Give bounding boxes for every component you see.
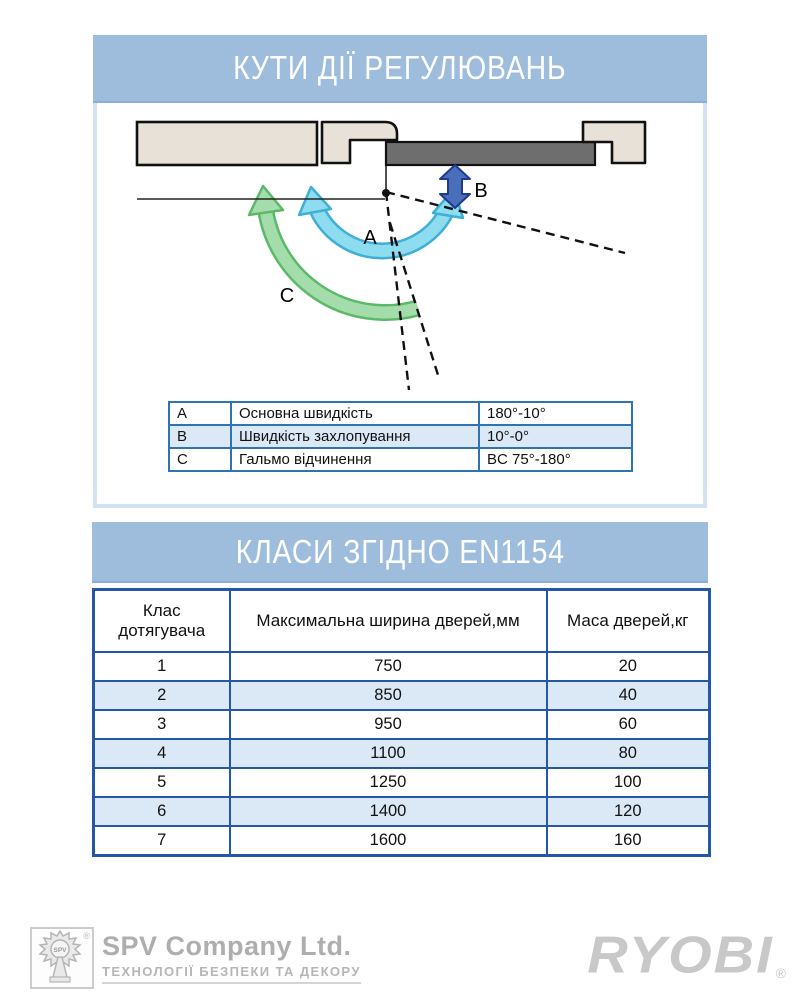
spv-tagline: ТЕХНОЛОГІЇ БЕЗПЕКИ ТА ДЕКОРУ xyxy=(102,962,361,984)
table-row xyxy=(169,425,632,448)
angles-section-header xyxy=(93,35,707,103)
spv-company-logo xyxy=(30,927,361,989)
classes-section-header xyxy=(92,522,708,583)
angles-section-title: КУТИ ДІЇ РЕГУЛЮВАНЬ xyxy=(233,49,567,86)
table-row xyxy=(94,768,710,797)
door-leaf-closed xyxy=(386,142,595,165)
table-cell: Основна швидкість xyxy=(231,402,479,425)
table-cell: 1250 xyxy=(230,768,547,797)
classes-section-title: КЛАСИ ЗГІДНО EN1154 xyxy=(235,532,565,570)
table-cell: 80 xyxy=(547,739,710,768)
table-cell: 850 xyxy=(230,681,547,710)
table-cell: Швидкість захлопування xyxy=(231,425,479,448)
table-cell: 4 xyxy=(94,739,230,768)
column-header: Маса дверей,кг xyxy=(547,590,710,653)
table-cell: 100 xyxy=(547,768,710,797)
diagram-label-c: C xyxy=(279,285,295,307)
diagram-label-a: A xyxy=(363,227,377,249)
table-cell: BC 75°-180° xyxy=(479,448,632,471)
table-header-row xyxy=(94,590,710,653)
table-cell: 60 xyxy=(547,710,710,739)
spv-company-name: SPV Company Ltd. xyxy=(102,931,352,961)
pivot-point xyxy=(382,189,390,197)
table-cell: Гальмо відчинення xyxy=(231,448,479,471)
classes-section xyxy=(92,522,708,857)
door-open-75-dashed-line xyxy=(386,192,409,390)
spv-text-block xyxy=(102,927,361,984)
table-cell: 950 xyxy=(230,710,547,739)
spv-emblem-text: SPV xyxy=(53,947,67,954)
table-row xyxy=(94,739,710,768)
table-cell: 1 xyxy=(94,652,230,681)
column-header: Максимальна ширина дверей,мм xyxy=(230,590,547,653)
table-cell: 20 xyxy=(547,652,710,681)
table-row xyxy=(94,681,710,710)
spv-emblem-icon xyxy=(30,927,94,989)
spv-registered-mark: ® xyxy=(83,931,90,941)
diagram-label-b: B xyxy=(474,180,488,202)
column-header: Клас дотягувача xyxy=(94,590,230,653)
angles-section xyxy=(93,35,707,508)
table-cell: 180°-10° xyxy=(479,402,632,425)
table-cell: 5 xyxy=(94,768,230,797)
table-row xyxy=(94,797,710,826)
table-cell: 750 xyxy=(230,652,547,681)
table-cell: 1100 xyxy=(230,739,547,768)
arc-a-left-arrowhead-icon xyxy=(299,187,331,215)
table-row xyxy=(169,402,632,425)
ryobi-registered-mark: ® xyxy=(775,965,786,981)
table-cell: 6 xyxy=(94,797,230,826)
table-row xyxy=(94,826,710,856)
table-cell: C xyxy=(169,448,231,471)
ryobi-logo xyxy=(587,925,786,984)
door-closer-diagram xyxy=(97,103,703,400)
wall-left xyxy=(137,122,317,165)
table-cell: B xyxy=(169,425,231,448)
angles-section-body xyxy=(93,103,707,508)
table-cell: A xyxy=(169,402,231,425)
table-cell: 10°-0° xyxy=(479,425,632,448)
table-cell: 2 xyxy=(94,681,230,710)
table-cell: 160 xyxy=(547,826,710,856)
table-cell: 1400 xyxy=(230,797,547,826)
table-cell: 7 xyxy=(94,826,230,856)
angles-legend-table xyxy=(168,401,633,472)
table-cell: 1600 xyxy=(230,826,547,856)
arc-c-arrowhead-icon xyxy=(249,186,283,215)
table-row xyxy=(94,652,710,681)
ryobi-wordmark: RYOBI xyxy=(587,925,774,984)
table-cell: 120 xyxy=(547,797,710,826)
table-row xyxy=(94,710,710,739)
table-cell: 3 xyxy=(94,710,230,739)
en1154-classes-table xyxy=(92,588,711,857)
table-row xyxy=(169,448,632,471)
table-cell: 40 xyxy=(547,681,710,710)
